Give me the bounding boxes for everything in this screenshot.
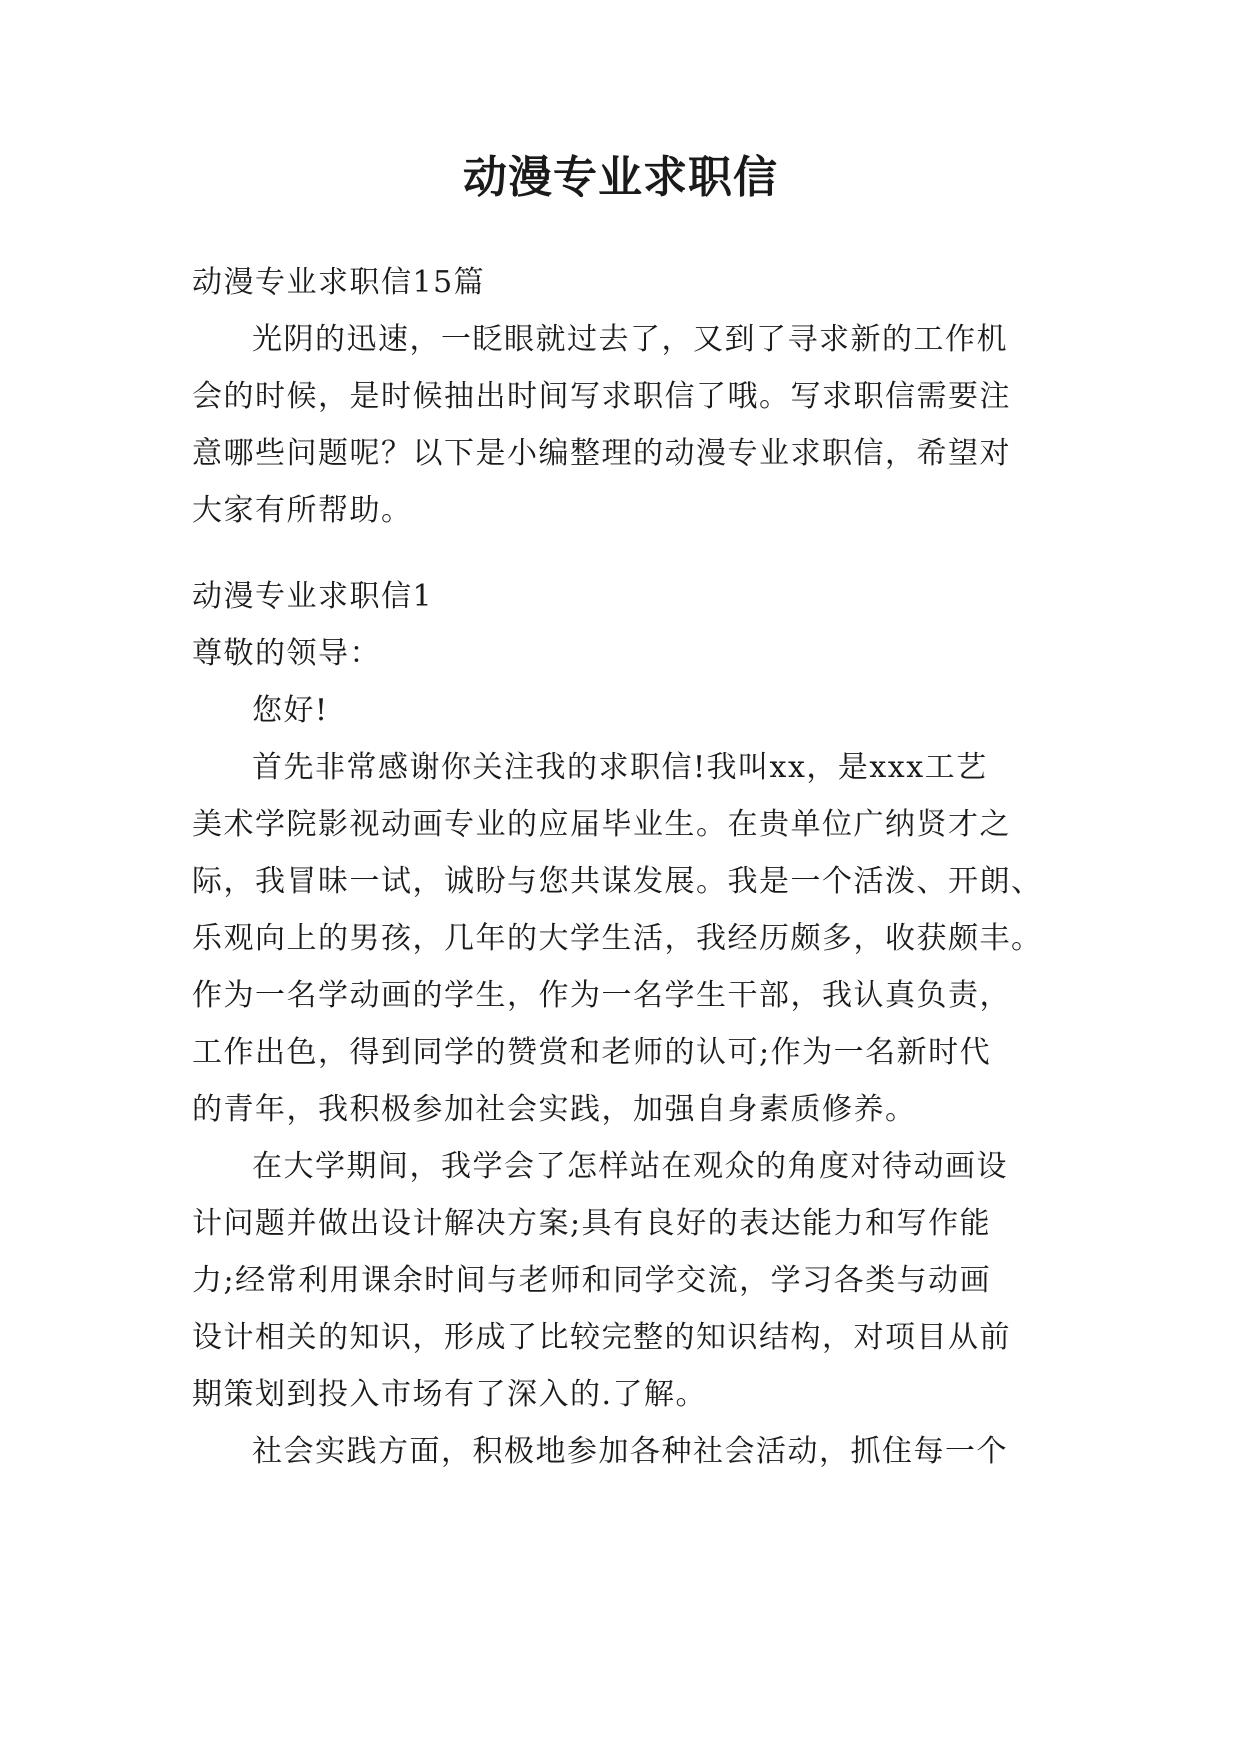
intro-line: 光阴的迅速，一眨眼就过去了，又到了寻求新的工作机 bbox=[252, 322, 1008, 357]
intro-line: 意哪些问题呢？以下是小编整理的动漫专业求职信，希望对 bbox=[192, 436, 1011, 471]
paragraph-line: 在大学期间，我学会了怎样站在观众的角度对待动画设 bbox=[252, 1149, 1008, 1184]
paragraph-line: 计问题并做出设计解决方案;具有良好的表达能力和写作能 bbox=[192, 1206, 992, 1241]
paragraph-line: 乐观向上的男孩，几年的大学生活，我经历颇多，收获颇丰。 bbox=[192, 921, 1043, 956]
paragraph-line: 首先非常感谢你关注我的求职信!我叫xx，是xxx工艺 bbox=[252, 750, 988, 785]
intro-section bbox=[192, 254, 1052, 539]
greeting: 您好! bbox=[252, 693, 329, 728]
document-title: 动漫专业求职信 bbox=[463, 152, 778, 203]
paragraph-line: 作为一名学动画的学生，作为一名学生干部，我认真负责， bbox=[192, 978, 1011, 1013]
paragraph-line: 美术学院影视动画专业的应届毕业生。在贵单位广纳贤才之 bbox=[192, 807, 1011, 842]
letter-section bbox=[192, 568, 1052, 1480]
intro-line: 大家有所帮助。 bbox=[192, 493, 413, 528]
paragraph-line: 设计相关的知识，形成了比较完整的知识结构，对项目从前 bbox=[192, 1320, 1011, 1355]
paragraph-line: 工作出色，得到同学的赞赏和老师的认可;作为一名新时代 bbox=[192, 1035, 992, 1070]
section-heading: 动漫专业求职信1 bbox=[192, 579, 434, 614]
paragraph-line: 期策划到投入市场有了深入的.了解。 bbox=[192, 1377, 708, 1412]
paragraph-line: 力;经常利用课余时间与老师和同学交流，学习各类与动画 bbox=[192, 1263, 992, 1298]
intro-line: 会的时候，是时候抽出时间写求职信了哦。写求职信需要注 bbox=[192, 379, 1011, 414]
paragraph-line: 际，我冒昧一试，诚盼与您共谋发展。我是一个活泼、开朗、 bbox=[192, 864, 1043, 899]
salutation: 尊敬的领导： bbox=[192, 636, 381, 671]
paragraph-line: 的青年，我积极参加社会实践，加强自身素质修养。 bbox=[192, 1092, 917, 1127]
document-subtitle: 动漫专业求职信15篇 bbox=[192, 265, 486, 300]
paragraph-line: 社会实践方面，积极地参加各种社会活动，抓住每一个 bbox=[252, 1434, 1008, 1469]
